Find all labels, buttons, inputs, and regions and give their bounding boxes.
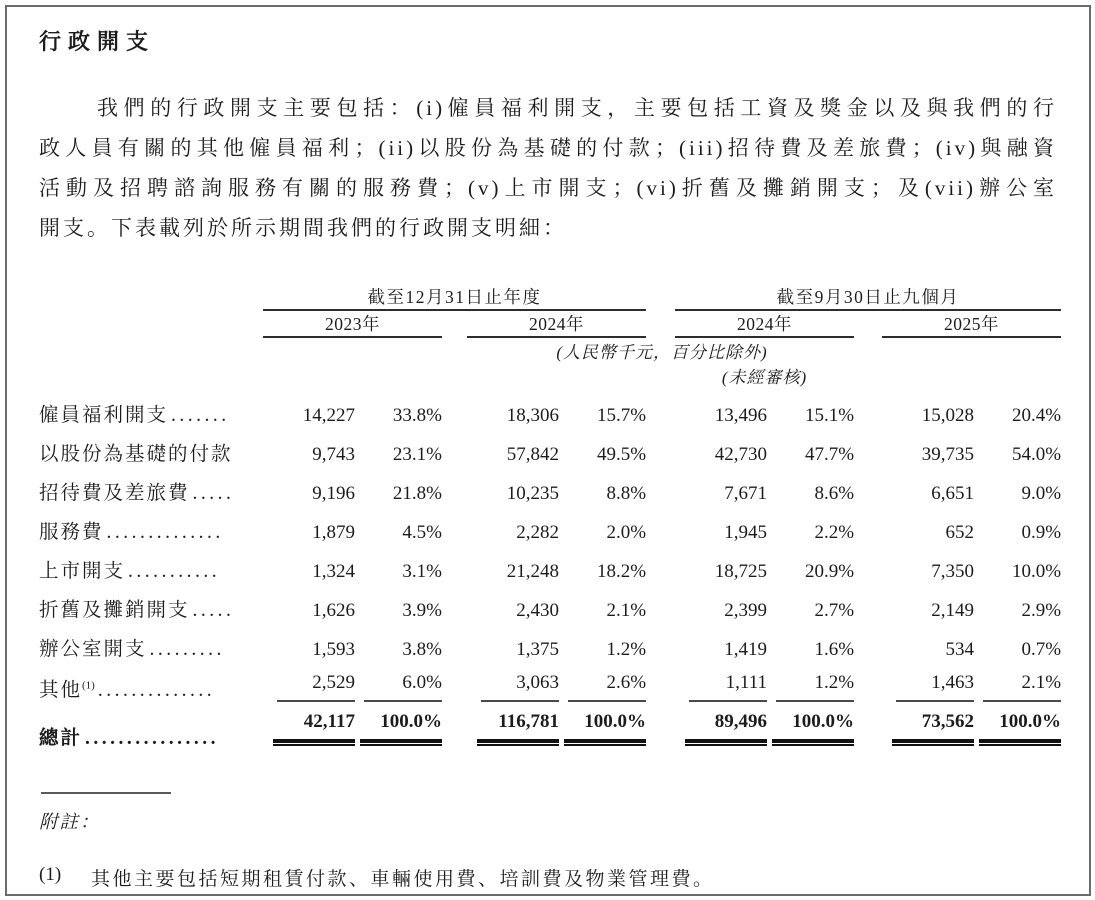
percent-cell: 3.8% — [402, 639, 442, 660]
value-cell: 6,651 — [931, 483, 975, 504]
percent-cell: 2.1% — [606, 600, 647, 621]
column-gap — [442, 427, 467, 466]
column-gap — [854, 505, 882, 544]
percent-cell: 1.6% — [814, 639, 855, 660]
percent-cell: 2.6% — [568, 672, 646, 702]
value-cell: 1,463 — [896, 672, 974, 702]
percent-cell: 2.2% — [814, 522, 855, 543]
header-spacer — [646, 284, 675, 310]
percent-cell: 2.0% — [606, 522, 647, 543]
dot-leader: ........... — [128, 561, 221, 582]
footnotes-label: 附註： — [39, 813, 101, 833]
value-cell: 7,671 — [724, 483, 768, 504]
row-label: 上市開支 — [39, 561, 126, 582]
row-label: 以股份為基礎的付款 — [39, 444, 233, 465]
column-gap — [646, 702, 675, 750]
footnote-divider — [41, 792, 171, 794]
table-row-service-fees — [39, 505, 1061, 544]
table-row-others — [39, 661, 1061, 702]
period-header-row — [39, 284, 1061, 310]
value-cell: 18,725 — [714, 561, 768, 582]
percent-cell: 15.7% — [596, 405, 647, 426]
value-cell: 9,196 — [312, 483, 355, 504]
value-cell: 1,419 — [724, 639, 768, 660]
footnote-item — [39, 864, 1057, 891]
value-cell: 1,945 — [724, 522, 768, 543]
column-gap — [442, 544, 467, 583]
value-cell: 1,375 — [516, 639, 559, 660]
percent-cell: 21.8% — [392, 483, 442, 504]
value-cell: 9,743 — [312, 444, 355, 465]
value-cell: 534 — [945, 639, 975, 660]
percent-cell: 54.0% — [1011, 444, 1062, 465]
document-page — [5, 5, 1091, 896]
value-cell: 1,324 — [312, 561, 355, 582]
total-value-cell: 73,562 — [892, 711, 974, 743]
total-percent-cell: 100.0% — [772, 711, 854, 743]
percent-cell: 33.8% — [392, 405, 442, 426]
value-cell: 14,227 — [302, 405, 355, 426]
column-gap — [646, 583, 675, 622]
row-label: 總計 — [39, 728, 83, 749]
total-value-cell: 42,117 — [273, 711, 355, 743]
year-header-2025-9m: 2025年 — [882, 310, 1061, 337]
value-cell: 1,879 — [312, 522, 355, 543]
paragraph-line: 我們的行政開支主要包括：(i)僱員福利開支，主要包括工資及獎金以及與我們的行 — [97, 96, 1057, 120]
percent-cell: 20.4% — [1011, 405, 1062, 426]
value-cell: 42,730 — [714, 444, 768, 465]
year-header-2024-9m: 2024年 — [675, 310, 854, 337]
value-cell: 2,529 — [277, 672, 355, 702]
percent-cell: 2.7% — [814, 600, 855, 621]
percent-cell: 0.7% — [1021, 639, 1062, 660]
column-gap — [854, 388, 882, 427]
header-spacer — [646, 310, 675, 337]
table-row-employee-benefits — [39, 388, 1061, 427]
year-header-2024: 2024年 — [467, 310, 646, 337]
total-percent-cell: 100.0% — [360, 711, 442, 743]
column-gap — [646, 544, 675, 583]
percent-cell: 15.1% — [804, 405, 855, 426]
column-gap — [854, 702, 882, 750]
total-value-cell: 116,781 — [477, 711, 559, 743]
value-cell: 2,430 — [516, 600, 559, 621]
column-gap — [854, 427, 882, 466]
period-header-annual: 截至12月31日止年度 — [263, 284, 646, 310]
value-cell: 7,350 — [931, 561, 975, 582]
header-spacer — [39, 310, 263, 337]
value-cell: 10,235 — [506, 483, 559, 504]
header-spacer — [442, 310, 467, 337]
percent-cell: 0.9% — [1021, 522, 1062, 543]
percent-cell: 23.1% — [392, 444, 442, 465]
column-gap — [442, 388, 467, 427]
paragraph-line: 政人員有關的其他僱員福利；(ii)以股份為基礎的付款；(iii)招待費及差旅費；(iv)與融資 — [39, 136, 1057, 160]
intro-paragraph — [39, 88, 1057, 248]
percent-cell: 6.0% — [364, 672, 442, 702]
year-header-2023: 2023年 — [263, 310, 442, 337]
dot-leader: ................ — [85, 728, 220, 749]
dot-leader: ..... — [192, 600, 235, 621]
value-cell: 2,282 — [516, 522, 559, 543]
table-row-listing-expenses — [39, 544, 1061, 583]
column-gap — [854, 544, 882, 583]
row-label: 其他 — [39, 680, 83, 701]
row-label: 招待費及差旅費 — [39, 483, 190, 504]
row-label: 僱員福利開支 — [39, 405, 169, 426]
table-row-total — [39, 702, 1061, 750]
row-label: 服務費 — [39, 522, 104, 543]
header-spacer — [39, 363, 675, 388]
total-percent-cell: 100.0% — [979, 711, 1061, 743]
percent-cell: 2.9% — [1021, 600, 1062, 621]
row-label: 辦公室開支 — [39, 639, 147, 660]
period-header-nine-month: 截至9月30日止九個月 — [675, 284, 1061, 310]
column-gap — [646, 388, 675, 427]
currency-unit-note: (人民幣千元，百分比除外) — [556, 343, 768, 362]
percent-cell: 4.5% — [402, 522, 442, 543]
column-gap — [854, 661, 882, 702]
column-gap — [646, 427, 675, 466]
dot-leader: ..... — [192, 483, 235, 504]
section-title: 行政開支 — [39, 29, 156, 54]
header-spacer — [854, 310, 882, 337]
percent-cell: 1.2% — [606, 639, 647, 660]
percent-cell: 3.1% — [402, 561, 442, 582]
header-spacer — [39, 337, 263, 363]
footnote-item-marker: (1) — [39, 864, 62, 885]
column-gap — [854, 622, 882, 661]
percent-cell: 1.2% — [776, 672, 854, 702]
table-row-office-expenses — [39, 622, 1061, 661]
percent-cell: 3.9% — [402, 600, 442, 621]
value-cell: 1,626 — [312, 600, 355, 621]
value-cell: 13,496 — [714, 405, 768, 426]
table-row-entertainment-travel — [39, 466, 1061, 505]
percent-cell: 2.1% — [983, 672, 1061, 702]
dot-leader: .............. — [97, 680, 216, 701]
footnote-marker: (1) — [82, 679, 95, 692]
column-gap — [442, 702, 467, 750]
percent-cell: 49.5% — [596, 444, 647, 465]
table-row-depreciation-amortisation — [39, 583, 1061, 622]
value-cell: 21,248 — [506, 561, 559, 582]
column-gap — [442, 661, 467, 702]
column-gap — [646, 466, 675, 505]
value-cell: 18,306 — [506, 405, 559, 426]
column-gap — [442, 466, 467, 505]
total-percent-cell: 100.0% — [564, 711, 646, 743]
year-header-row — [39, 310, 1061, 337]
unaudited-note: (未經審核) — [721, 368, 808, 387]
value-cell: 2,149 — [931, 600, 975, 621]
paragraph-line: 活動及招聘諮詢服務有關的服務費；(v)上市開支；(vi)折舊及攤銷開支；及(vii)辦公室 — [39, 176, 1057, 200]
percent-cell: 20.9% — [804, 561, 855, 582]
percent-cell: 47.7% — [804, 444, 855, 465]
percent-cell: 18.2% — [596, 561, 647, 582]
footnote-item-text: 其他主要包括短期租賃付款、車輛使用費、培訓費及物業管理費。 — [91, 869, 715, 890]
column-gap — [646, 622, 675, 661]
column-gap — [854, 466, 882, 505]
value-cell: 652 — [945, 522, 975, 543]
value-cell: 15,028 — [921, 405, 975, 426]
value-cell: 3,063 — [481, 672, 559, 702]
column-gap — [646, 505, 675, 544]
percent-cell: 9.0% — [1021, 483, 1062, 504]
unaudited-note-row — [39, 363, 1061, 388]
dot-leader: ....... — [171, 405, 230, 426]
column-gap — [646, 661, 675, 702]
column-gap — [854, 583, 882, 622]
paragraph-line: 開支。下表載列於所示期間我們的行政開支明細： — [39, 216, 567, 240]
column-gap — [442, 622, 467, 661]
total-value-cell: 89,496 — [685, 711, 767, 743]
column-gap — [442, 583, 467, 622]
percent-cell: 8.6% — [814, 483, 855, 504]
value-cell: 1,593 — [312, 639, 355, 660]
admin-expenses-table — [39, 284, 1061, 750]
value-cell: 39,735 — [921, 444, 975, 465]
percent-cell: 10.0% — [1011, 561, 1062, 582]
value-cell: 1,111 — [689, 672, 767, 702]
dot-leader: .............. — [106, 522, 224, 543]
unit-note-row — [39, 337, 1061, 363]
header-spacer — [854, 363, 1061, 388]
value-cell: 2,399 — [724, 600, 768, 621]
percent-cell: 8.8% — [606, 483, 647, 504]
column-gap — [442, 505, 467, 544]
row-label: 折舊及攤銷開支 — [39, 600, 190, 621]
table-row-share-based-payments — [39, 427, 1061, 466]
header-spacer — [39, 284, 263, 310]
dot-leader: ......... — [149, 639, 225, 660]
value-cell: 57,842 — [506, 444, 559, 465]
